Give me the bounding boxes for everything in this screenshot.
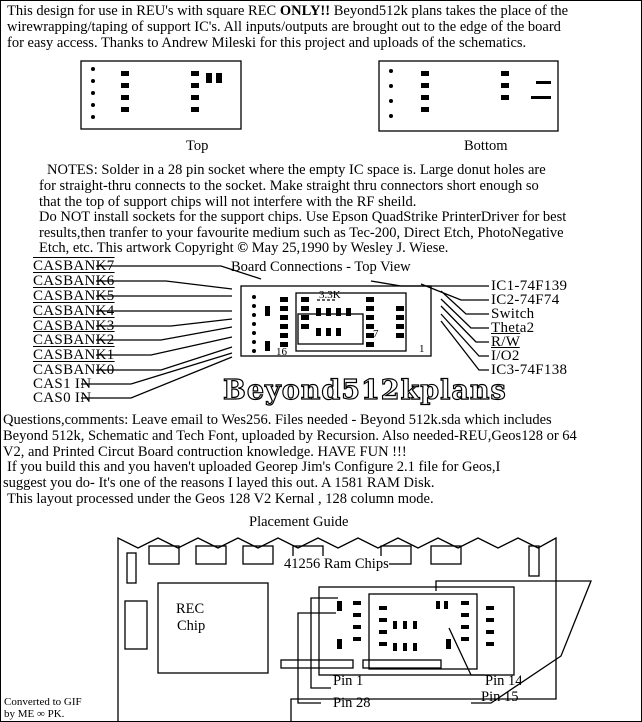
label-ic2: IC2-74F74 [491,292,560,308]
pin28-label: Pin 28 [333,695,371,711]
ram-chips-label: 41256 Ram Chips [284,556,389,572]
pin7-label: 7 [373,328,379,340]
top-view-label: Top [186,138,209,154]
label-casbank5: CASBANK5 [33,288,115,304]
pin15-label: Pin 15 [481,689,519,705]
questions-line-4: If you build this and you haven't uploaded Georep Jim's Configure 2.1 file for Geos,I [7,459,501,475]
label-casbank2: CASBANK2 [33,332,115,348]
label-casbank1: CASBANK1 [33,347,115,363]
notes-line-6: Etch, etc. This artwork Copyright © May 25,1990 by Wesley J. Wiese. [39,240,449,256]
label-cas1-in: CAS1 IN [33,376,92,392]
bottom-board-pads [389,69,551,118]
label-cas0-in: CAS0 IN [33,390,92,406]
questions-line-3: V2, and Printed Circut Board contruction knowledge. HAVE FUN !!! [3,444,407,460]
credit-line-2: by ME ∞ PK. [4,708,65,720]
pin1-label: 1 [419,343,425,355]
questions-line-5: suggest you do- It's one of the reasons I layed this out. A 1581 RAM Disk. [3,475,435,491]
notes-line-3: that the top of support chips will not interfere with the RF sheild. [39,194,417,210]
pin1-placement-label: Pin 1 [333,673,364,689]
questions-line-1: Questions,comments: Leave email to Wes256. Files needed - Beyond 512k.sda which includes [3,412,552,428]
intro-line-1: This design for use in REU's with square REC ONLY!! Beyond512k plans takes the place of the [7,3,569,19]
copyright-icon: © [237,240,249,256]
label-io2: I/O2 [491,348,520,364]
label-theta2: Theta2 [491,320,535,336]
bottom-view-label: Bottom [464,138,508,154]
label-casbank6: CASBANK6 [33,273,115,289]
questions-line-6: This layout processed under the Geos 128 V2 Kernal , 128 column mode. [7,491,434,507]
label-casbank7: CASBANK7 [33,258,115,274]
rec-chip [158,583,268,673]
logo-title: Beyond512kplans [223,375,507,406]
notes-line-5: results,then tranfer to your favourite medium such as Tec-200, Direct Etch, PhotoNegative [39,225,564,241]
notes-line-1: NOTES: Solder in a 28 pin socket where the empty IC space is. Large donut holes are [47,162,546,178]
placement-title: Placement Guide [249,514,349,530]
top-board-pads [91,67,222,119]
label-casbank4: CASBANK4 [33,303,115,319]
pin16-label: 16 [276,346,287,358]
rec-label: REC [176,601,205,617]
resistor-label: 3.3K [319,289,341,301]
chip-label: Chip [177,618,206,634]
label-ic1: IC1-74F139 [491,278,568,294]
notes-line-4: Do NOT install sockets for the support chips. Use Epson QuadStrike PrinterDriver for best [39,209,567,225]
top-board [81,61,241,129]
credit-line-1: Converted to GIF [4,696,82,708]
label-casbank3: CASBANK3 [33,318,115,334]
placement-board-pads [337,601,494,651]
label-rw: R/W [491,334,521,350]
label-switch: Switch [491,306,535,322]
intro-line-3: for easy access. Thanks to Andrew Mileski for this project and uploads of the schematics. [7,35,527,51]
label-casbank0: CASBANK0 [33,362,115,378]
connections-title: Board Connections - Top View [231,259,411,275]
pin14-label: Pin 14 [485,673,523,689]
questions-line-2: Beyond 512k, Schematic and Tech Font, uploaded by Recursion. Also needed-REU,Geos128 or 64 [3,428,577,444]
label-ic3: IC3-74F138 [491,362,568,378]
notes-line-2: for straight-thru connects to the socket. Make straight thru connectors short enough so [39,178,539,194]
intro-line-2: wirewrapping/taping of support IC's. All inputs/outputs are brought out to the edge of the board [7,19,561,35]
